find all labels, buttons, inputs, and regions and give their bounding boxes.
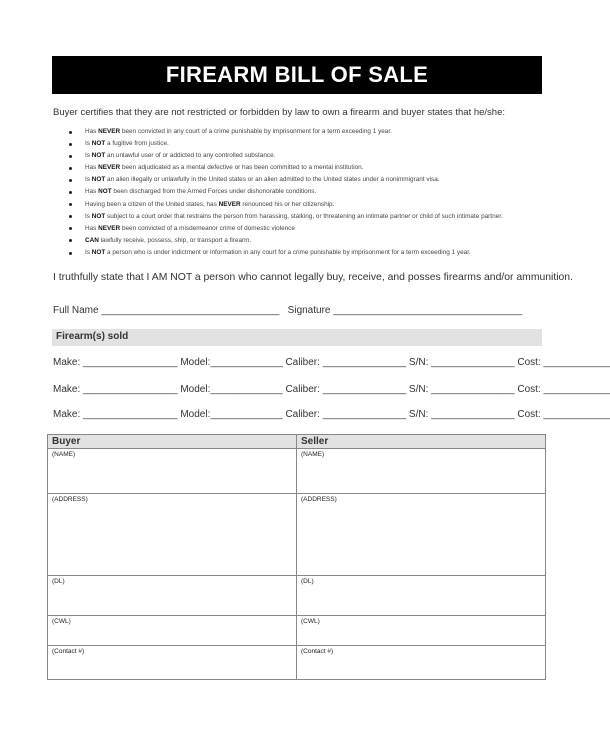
condition-item: CAN lawfully receive, possess, ship, or transport a firearm. (53, 235, 503, 247)
cost-field[interactable]: ____________ (543, 409, 610, 420)
truthful-statement: I truthfully state that I AM NOT a person who cannot legally buy, receive, and posses firearms and/or ammunition. (53, 272, 573, 283)
buyer-name-field[interactable]: (NAME) (48, 449, 297, 494)
make-field[interactable]: _________________ (83, 409, 178, 420)
seller-dl-field[interactable]: (DL) (297, 576, 546, 616)
bullet-icon (69, 155, 72, 158)
bullet-icon (69, 252, 72, 255)
conditions-list (53, 126, 503, 259)
buyer-certification-intro: Buyer certifies that they are not restricted or forbidden by law to own a firearm and buyer states that he/she: (53, 107, 506, 118)
firearm-row (53, 384, 610, 395)
condition-item: Has NEVER been convicted of a misdemeanor crime of domestic violence (53, 223, 503, 235)
seller-address-field[interactable]: (ADDRESS) (297, 494, 546, 576)
caliber-label: Caliber: (285, 357, 320, 368)
buyer-dl-field[interactable]: (DL) (48, 576, 297, 616)
signature-field[interactable]: __________________________________ (333, 305, 523, 316)
model-field[interactable]: _____________ (210, 357, 283, 368)
sn-label: S/N: (408, 409, 429, 420)
bullet-icon (69, 239, 72, 242)
make-label: Make: (53, 357, 81, 368)
condition-item: Has NEVER been adjudicated as a mental defective or has been committed to a mental institution. (53, 162, 503, 174)
caliber-field[interactable]: _______________ (322, 409, 407, 420)
full-name-label: Full Name (53, 305, 99, 316)
firearms-sold-header (52, 329, 542, 346)
full-name-field[interactable]: ________________________________ (101, 305, 280, 316)
firearms-sold-heading: Firearm(s) sold (56, 331, 129, 342)
model-field[interactable]: _____________ (210, 384, 283, 395)
buyer-seller-table (47, 434, 546, 680)
cost-field[interactable]: ____________ (543, 357, 610, 368)
bullet-icon (69, 191, 72, 194)
bullet-icon (69, 203, 72, 206)
bullet-icon (69, 215, 72, 218)
condition-item: Is NOT an unlawful user of or addicted to any controlled substance. (53, 150, 503, 162)
seller-column-header: Seller (297, 435, 546, 449)
bullet-icon (69, 167, 72, 170)
sn-field[interactable]: _______________ (431, 357, 515, 368)
form-title: FIREARM BILL OF SALE (52, 56, 542, 94)
sn-field[interactable]: _______________ (431, 384, 515, 395)
condition-item: Having been a citizen of the United states, has NEVER renounced his or her citizenship. (53, 199, 503, 211)
firearm-row (53, 409, 610, 420)
caliber-label: Caliber: (285, 384, 320, 395)
caliber-field[interactable]: _______________ (322, 384, 407, 395)
name-signature-line (53, 305, 522, 316)
cost-label: Cost: (517, 384, 541, 395)
bullet-icon (69, 179, 72, 182)
condition-item: Has NOT been discharged from the Armed Forces under dishonorable conditions. (53, 186, 503, 198)
buyer-address-field[interactable]: (ADDRESS) (48, 494, 297, 576)
sn-field[interactable]: _______________ (431, 409, 515, 420)
condition-item: Is NOT subject to a court order that restrains the person from harassing, stalking, or threatening an intimate partner or child of such intimate partner. (53, 211, 503, 223)
model-label: Model: (180, 357, 211, 368)
bullet-icon (69, 227, 72, 230)
buyer-cwl-field[interactable]: (CWL) (48, 616, 297, 646)
seller-contact-field[interactable]: (Contact #) (297, 646, 546, 680)
bullet-icon (69, 143, 72, 146)
seller-name-field[interactable]: (NAME) (297, 449, 546, 494)
signature-label: Signature (287, 305, 331, 316)
sn-label: S/N: (408, 357, 429, 368)
condition-item: Is NOT a fugitive from justice. (53, 138, 503, 150)
caliber-field[interactable]: _______________ (322, 357, 407, 368)
buyer-column-header: Buyer (48, 435, 297, 449)
cost-label: Cost: (517, 357, 541, 368)
cost-field[interactable]: ____________ (543, 384, 610, 395)
condition-item: Is NOT an alien illegally or unlawfully in the United states or an alien admitted to the United states under a nonimmigrant visa. (53, 174, 503, 186)
sn-label: S/N: (408, 384, 429, 395)
make-label: Make: (53, 384, 81, 395)
seller-cwl-field[interactable]: (CWL) (297, 616, 546, 646)
buyer-contact-field[interactable]: (Contact #) (48, 646, 297, 680)
model-label: Model: (180, 384, 211, 395)
model-field[interactable]: _____________ (210, 409, 283, 420)
condition-item: Has NEVER been convicted in any court of a crime punishable by imprisonment for a term exceeding 1 year. (53, 126, 503, 138)
condition-item: Is NOT a person who is under indictment or information in any court for a crime punishable by imprisonment for a term exceeding 1 year. (53, 247, 503, 259)
make-field[interactable]: _________________ (83, 384, 178, 395)
make-label: Make: (53, 409, 81, 420)
model-label: Model: (180, 409, 211, 420)
firearm-row (53, 357, 610, 368)
bullet-icon (69, 131, 72, 134)
caliber-label: Caliber: (285, 409, 320, 420)
cost-label: Cost: (517, 409, 541, 420)
make-field[interactable]: _________________ (83, 357, 178, 368)
